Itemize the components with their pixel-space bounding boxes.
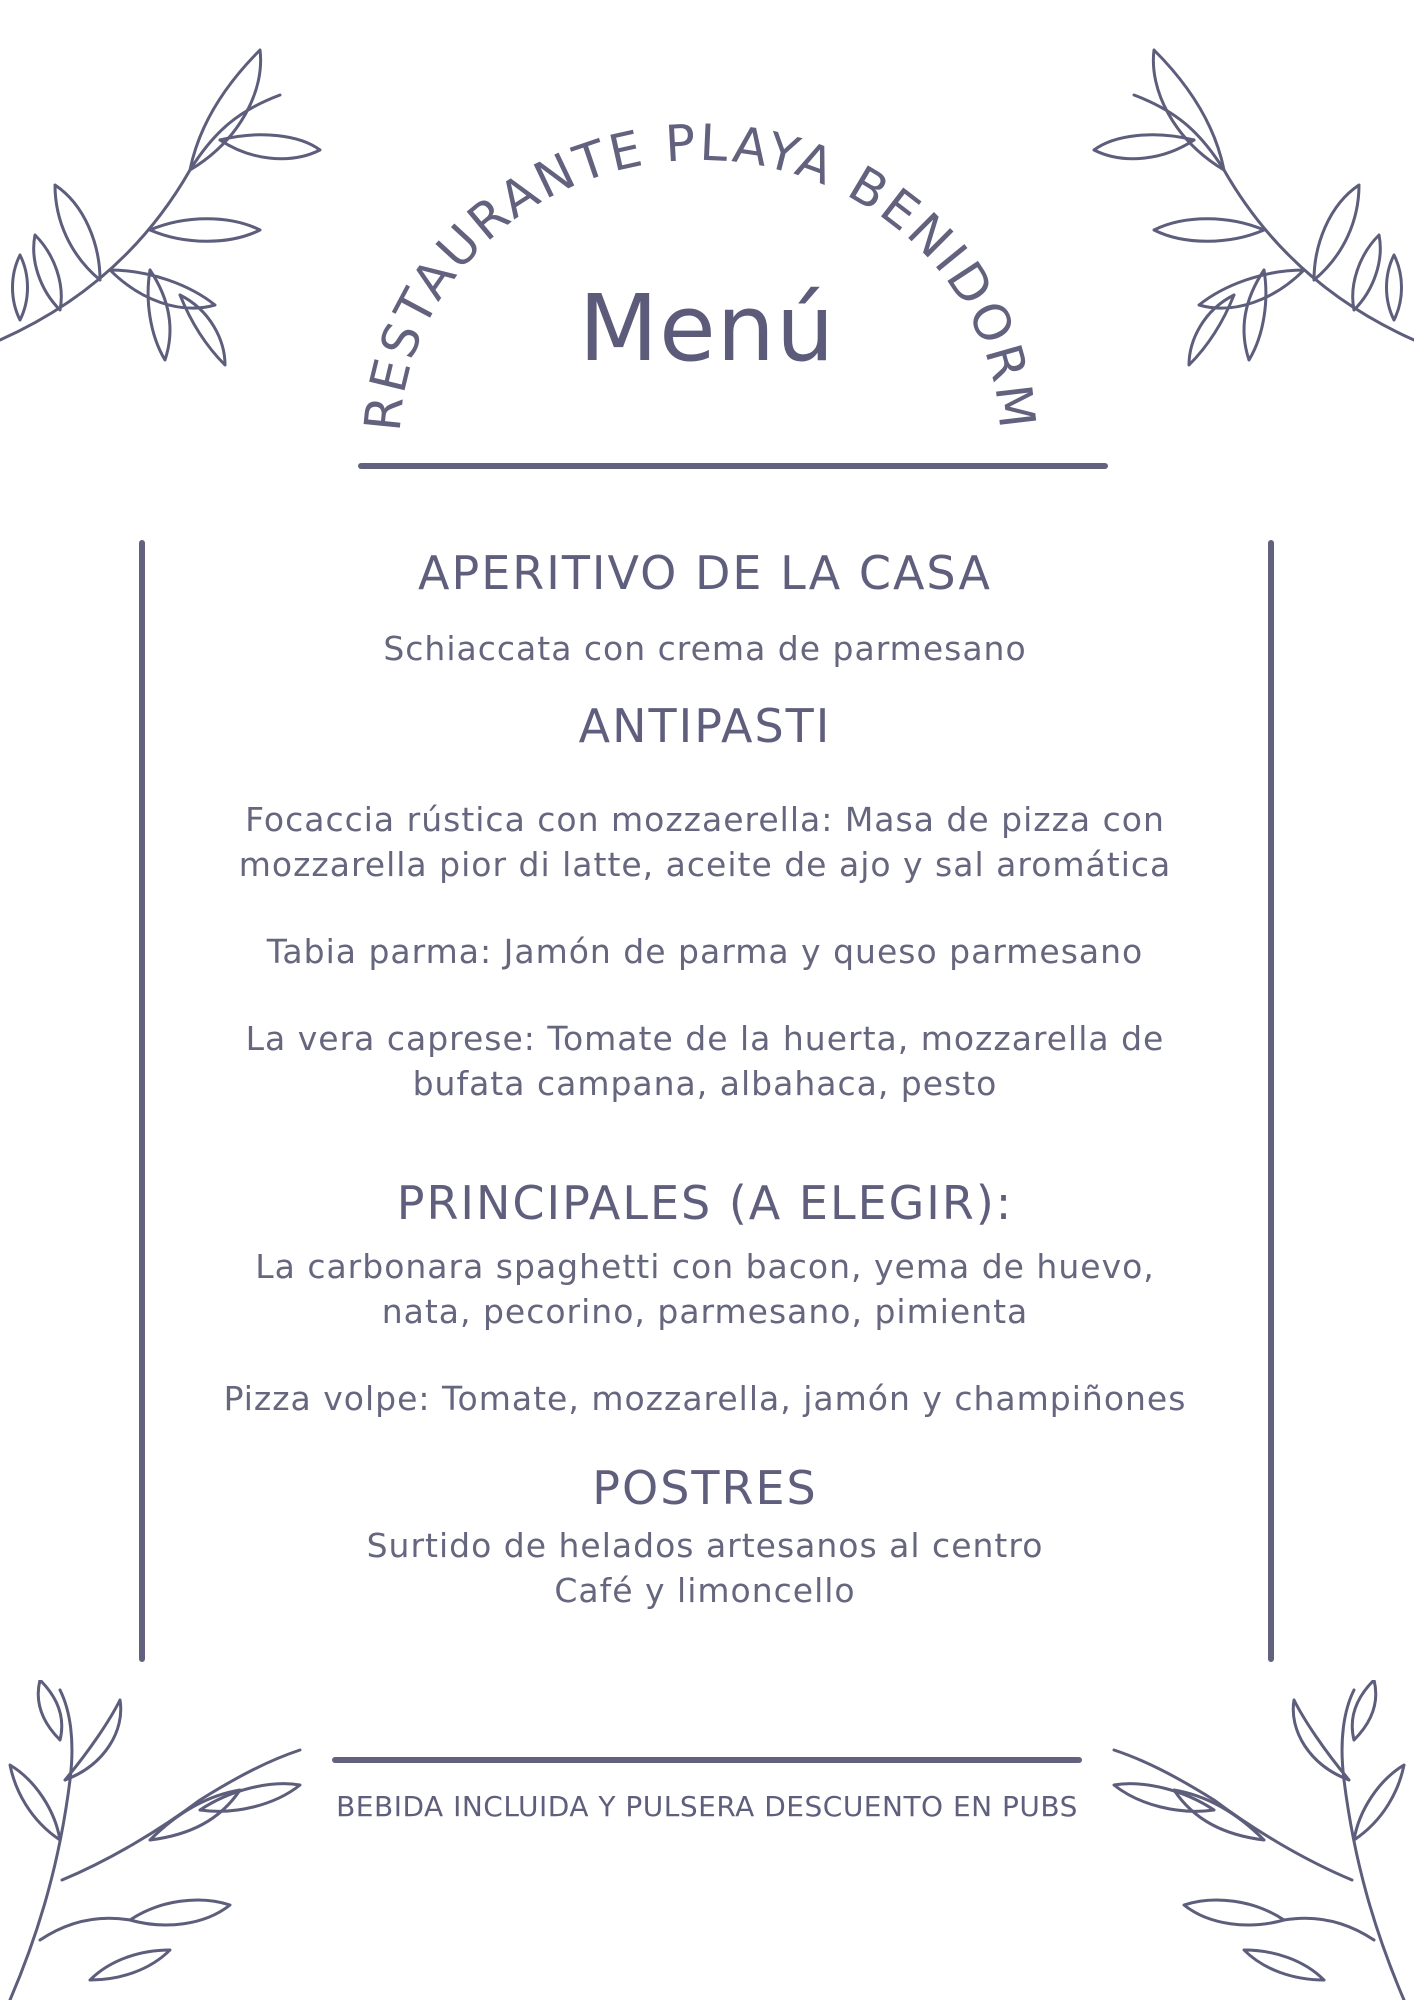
footer-divider (332, 1757, 1082, 1763)
menu-item: Pizza volpe: Tomate, mozzarella, jamón y champiñones (223, 1379, 1187, 1418)
menu-item: Café y limoncello (554, 1571, 856, 1610)
menu-content (140, 540, 1270, 1613)
restaurant-name: RESTAURANTE PLAYA BENIDORM (353, 113, 1047, 434)
menu-item: La carbonara spaghetti con bacon, yema de huevo, (255, 1247, 1155, 1286)
menu-item: Focaccia rústica con mozzaerella: Masa de pizza con (245, 800, 1165, 839)
section-heading-aperitivo: APERITIVO DE LA CASA (418, 546, 992, 600)
leaf-branch-icon-bottom-left (0, 1680, 340, 2000)
section-heading-principales: PRINCIPALES (A ELEGIR): (396, 1176, 1014, 1230)
menu-item: Tabia parma: Jamón de parma y queso parmesano (266, 932, 1144, 971)
menu-item: La vera caprese: Tomate de la huerta, mozzarella de (245, 1019, 1165, 1058)
menu-item: Surtido de helados artesanos al centro (366, 1526, 1044, 1565)
menu-item: bufata campana, albahaca, pesto (412, 1064, 998, 1103)
menu-item: Schiaccata con crema de parmesano (383, 629, 1027, 668)
page-title: Menú (578, 275, 836, 382)
section-heading-antipasti: ANTIPASTI (578, 699, 832, 753)
header-divider (358, 463, 1108, 469)
leaf-branch-icon-bottom-right (1074, 1680, 1414, 2000)
svg-text:RESTAURANTE PLAYA BENIDORM (354, 114, 1047, 434)
footer-note: BEBIDA INCLUIDA Y PULSERA DESCUENTO EN PUBS (336, 1790, 1078, 1823)
menu-item: mozzarella pior di latte, aceite de ajo y sal aromática (238, 845, 1172, 884)
section-heading-postres: POSTRES (592, 1461, 818, 1515)
menu-item: nata, pecorino, parmesano, pimienta (381, 1292, 1029, 1331)
